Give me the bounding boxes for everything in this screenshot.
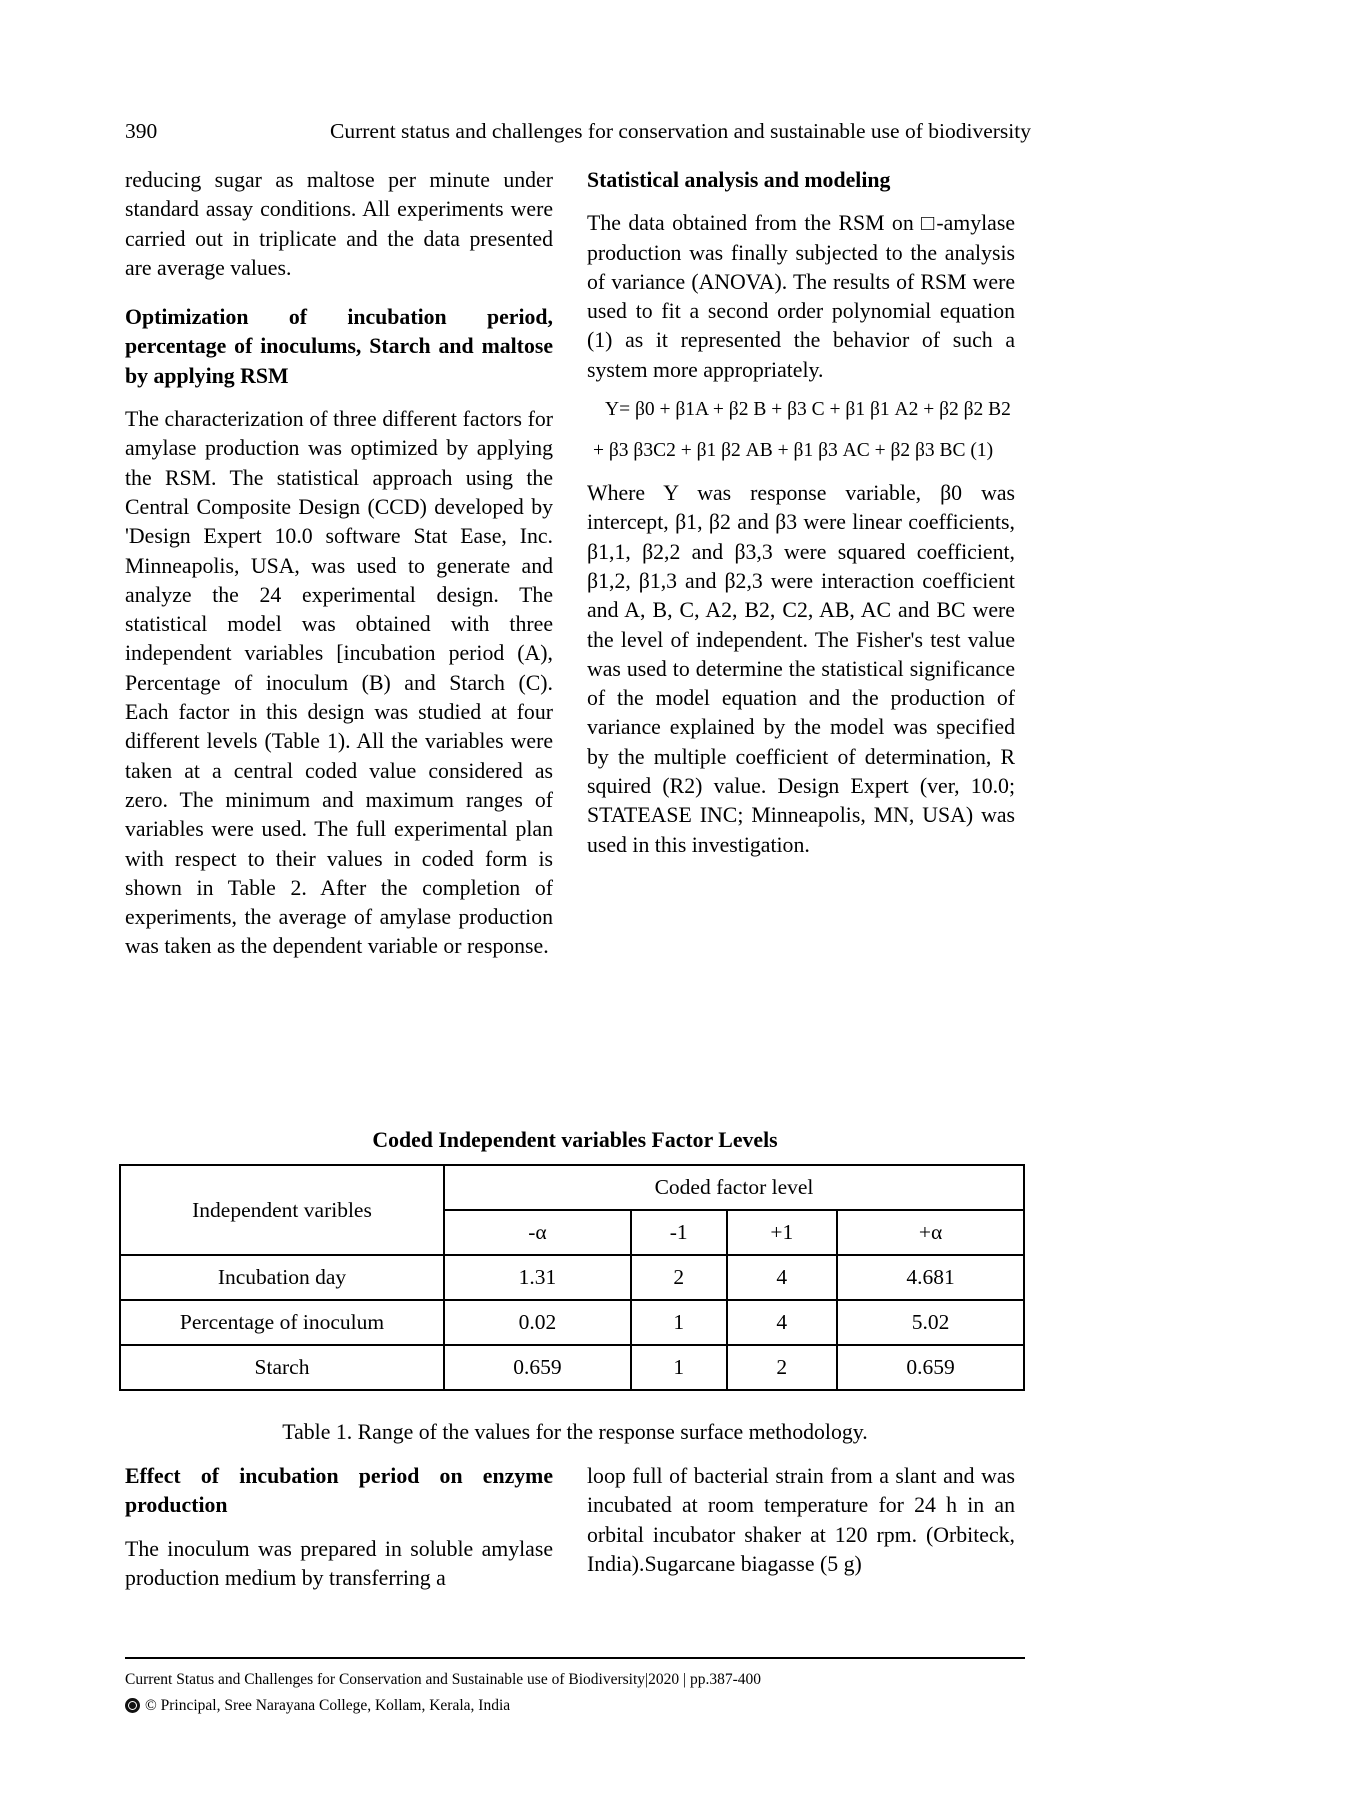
- lower-left-column: [125, 1462, 553, 1593]
- table-cell-value: 1: [631, 1345, 727, 1390]
- table-header-row-1: [120, 1165, 1024, 1210]
- table-cell-value: 0.02: [444, 1300, 631, 1345]
- footer-copyright-text: © Principal, Sree Narayana College, Kollam, Kerala, India: [145, 1697, 511, 1714]
- page-footer: [125, 1668, 1025, 1717]
- table-level-header-minus-alpha: -α: [444, 1210, 631, 1255]
- lower-right-column: [587, 1462, 1015, 1579]
- table-cell-value: 4: [727, 1255, 838, 1300]
- table-cell-variable-name: Starch: [120, 1345, 444, 1390]
- table-row: [120, 1345, 1024, 1390]
- lower-right-paragraph: loop full of bacterial strain from a slant and was incubated at room temperature for 24 h in an orbital incubator shaker at 120 rpm. (Orbiteck, India).Sugarcane biagasse (5 g): [587, 1464, 1015, 1576]
- table-cell-value: 1: [631, 1300, 727, 1345]
- table-cell-value: 0.659: [837, 1345, 1024, 1390]
- right-heading-statistical-analysis: Statistical analysis and modeling: [587, 168, 891, 192]
- table-cell-variable-name: Incubation day: [120, 1255, 444, 1300]
- copyright-badge-icon: [125, 1698, 140, 1713]
- table-cell-value: 2: [631, 1255, 727, 1300]
- table-cell-variable-name: Percentage of inoculum: [120, 1300, 444, 1345]
- table-cell-value: 4: [727, 1300, 838, 1345]
- left-heading-optimization: Optimization of incubation period, percentage of inoculums, Starch and maltose by applying RSM: [125, 305, 553, 388]
- footer-copyright-line: [125, 1694, 1025, 1717]
- table-cell-value: 4.681: [837, 1255, 1024, 1300]
- table-cell-value: 2: [727, 1345, 838, 1390]
- equation-line-1: Y= β0 + β1A + β2 B + β3 C + β1 β1 A2 + β2 β2 B2: [605, 399, 1011, 421]
- left-column: [125, 166, 553, 962]
- right-paragraph-2: Where Y was response variable, β0 was intercept, β1, β2 and β3 were linear coefficients, β1,1, β2,2 and β3,3 were squared coefficient, β1,2, β1,3 and β2,3 were interaction coefficient and A, B, C, A2, B2, C2, AB, AC and BC were the level of independent. The Fisher's test value was used to determine the statistical significance of the model equation and the production of variance explained by the model was specified by the multiple coefficient of determination, R squired (R2) value. Design Expert (ver, 10.0; STATEASE INC; Minneapolis, MN, USA) was used in this investigation.: [587, 481, 1015, 857]
- left-paragraph-1: reducing sugar as maltose per minute under standard assay conditions. All experiments were carried out in triplicate and the data presented are average values.: [125, 168, 553, 280]
- factor-levels-table: [119, 1164, 1025, 1391]
- table-cell-value: 0.659: [444, 1345, 631, 1390]
- lower-left-paragraph: The inoculum was prepared in soluble amylase production medium by transferring a: [125, 1536, 553, 1590]
- table-title: Coded Independent variables Factor Levels: [372, 1128, 778, 1152]
- lower-left-heading-incubation-effect: Effect of incubation period on enzyme production: [125, 1464, 553, 1518]
- right-paragraph-1: The data obtained from the RSM on □-amylase production was finally subjected to the analysis of variance (ANOVA). The results of RSM were used to fit a second order polynomial equation (1) as it represented the behavior of such a system more appropriately.: [587, 211, 1015, 382]
- table-caption: Table 1. Range of the values for the response surface methodology.: [282, 1420, 868, 1444]
- footer-citation-line: Current Status and Challenges for Conservation and Sustainable use of Biodiversity|2020 | pp.387-400: [125, 1671, 762, 1688]
- table-row: [120, 1255, 1024, 1300]
- table-cell-value: 5.02: [837, 1300, 1024, 1345]
- table-row: [120, 1300, 1024, 1345]
- table-level-header-plus-one: +1: [727, 1210, 838, 1255]
- table-level-header-plus-alpha: +α: [837, 1210, 1024, 1255]
- running-head: [125, 116, 1031, 146]
- table-level-header-minus-one: -1: [631, 1210, 727, 1255]
- table-coded-factor-level-header: Coded factor level: [444, 1165, 1024, 1210]
- running-title: Current status and challenges for conservation and sustainable use of biodiversity: [330, 119, 1031, 143]
- footer-divider: [125, 1657, 1025, 1659]
- equation-line-2: + β3 β3C2 + β1 β2 AB + β1 β3 AC + β2 β3 BC (1): [593, 440, 994, 462]
- right-column: [587, 166, 1015, 860]
- left-paragraph-2: The characterization of three different factors for amylase production was optimized by applying the RSM. The statistical approach using the Central Composite Design (CCD) developed by 'Design Expert 10.0 software Stat Ease, Inc. Minneapolis, USA, was used to generate and analyze the 24 experimental design. The statistical model was obtained with three independent variables [incubation period (A), Percentage of inoculum (B) and Starch (C). Each factor in this design was studied at four different levels (Table 1). All the variables were taken at a central coded value considered as zero. The minimum and maximum ranges of variables were used. The full experimental plan with respect to their values in coded form is shown in Table 2. After the completion of experiments, the average of amylase production was taken as the dependent variable or response.: [125, 407, 553, 959]
- table-row-header-label: Independent varibles: [120, 1165, 444, 1255]
- page-number: 390: [125, 119, 158, 143]
- table-cell-value: 1.31: [444, 1255, 631, 1300]
